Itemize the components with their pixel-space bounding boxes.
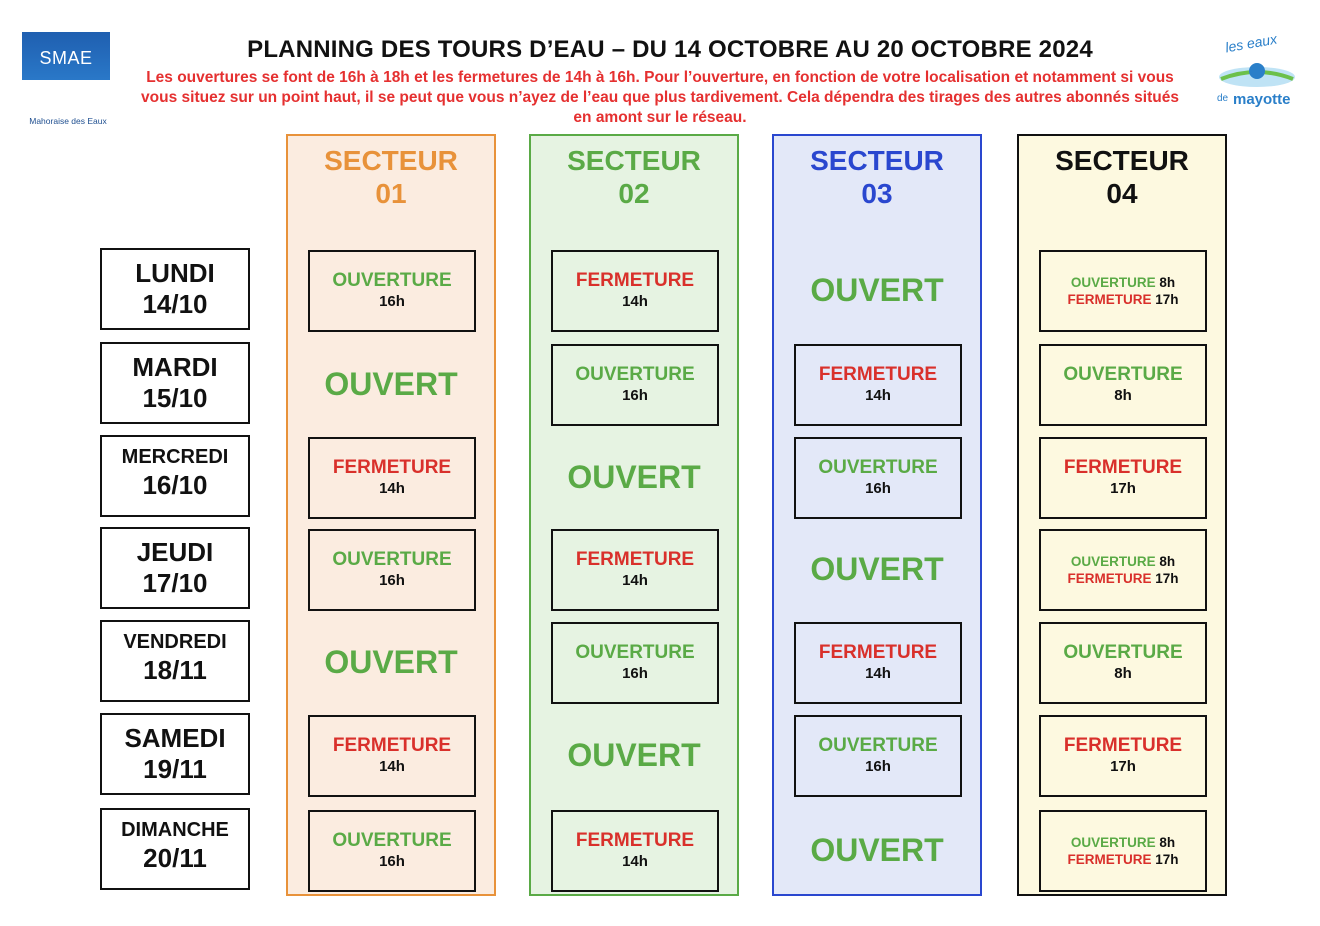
mayotte-logo-line2: de [1217,93,1229,104]
day-label [100,248,250,330]
opening-label: OUVERTURE [332,830,452,851]
sector-heading [531,144,737,210]
sector-heading [1019,144,1225,210]
sector-heading-line1: SECTEUR [810,145,944,176]
eaux-de-mayotte-logo [1215,30,1305,115]
day-label [100,527,250,609]
day-date: 19/11 [143,754,207,784]
schedule-cell [1039,622,1207,704]
sector-column [772,134,982,896]
schedule-time: 16h [379,572,405,589]
status-open: OUVERT [324,366,458,402]
schedule-time: 16h [622,665,648,682]
schedule-time: 14h [622,293,648,310]
opening-label: OUVERTURE [575,364,695,385]
schedule-cell [551,529,719,611]
schedule-time: 16h [379,293,405,310]
closing-time [1041,291,1205,308]
mayotte-logo-line3: mayotte [1233,91,1291,108]
page-subtitle: Les ouvertures se font de 16h à 18h et les fermetures de 14h à 16h. Pour l’ouverture, en fonction de votre localisation et notamment si vous vous situez sur un point haut, il se peut que vous n’ayez de l’eau que plus tardivement. Cela dépendra des tirages des autres abonnés situés en amont sur le réseau. [141,69,1179,126]
schedule-cell [551,810,719,892]
closing-label: FERMETURE [1067,852,1152,867]
opening-label: OUVERTURE [575,642,695,663]
sector-heading-number: 02 [618,178,650,209]
sector-heading-number: 04 [1106,178,1138,209]
day-label [100,342,250,424]
sector-column [529,134,739,896]
sector-column [286,134,496,896]
schedule-time: 14h [865,387,891,404]
schedule-cell [1039,437,1207,519]
closing-label: FERMETURE [1067,292,1152,307]
opening-label: OUVERTURE [1070,275,1156,290]
wave-icon [22,76,110,112]
closing-label: FERMETURE [1067,571,1152,586]
opening-time [1041,274,1205,291]
day-label [100,808,250,890]
schedule-time: 14h [379,758,405,775]
schedule-cell [1039,344,1207,426]
schedule-cell [308,715,476,797]
sector-heading-number: 01 [375,178,407,209]
opening-label: OUVERTURE [1070,835,1156,850]
schedule-cell [1039,250,1207,332]
schedule-cell [308,437,476,519]
schedule-cell [1039,810,1207,892]
closing-time [1041,570,1205,587]
day-name: LUNDI [135,258,215,288]
day-label [100,713,250,795]
day-date: 14/10 [142,289,208,319]
smae-logo-caption: Mahoraise des Eaux [29,116,107,126]
schedule-cell [308,810,476,892]
sector-heading-line1: SECTEUR [567,145,701,176]
opening-label: OUVERTURE [818,735,938,756]
closing-label: FERMETURE [575,270,695,291]
closing-hour: 17h [1155,571,1179,586]
day-date: 18/11 [143,655,207,685]
schedule-time: 16h [379,853,405,870]
opening-hour: 8h [1159,275,1176,290]
day-date: 16/10 [142,470,208,500]
day-name: MERCREDI [121,446,229,468]
schedule-cell [551,250,719,332]
schedule-time: 17h [1110,480,1136,497]
opening-hour: 8h [1159,554,1176,569]
schedule-cell [1039,715,1207,797]
status-open: OUVERT [810,832,944,868]
closing-label: FERMETURE [1063,457,1183,478]
day-name: SAMEDI [124,723,226,753]
water-drop-icon [1217,57,1297,91]
sector-heading-line1: SECTEUR [324,145,458,176]
schedule-time: 8h [1114,387,1132,404]
day-name: DIMANCHE [121,819,229,841]
day-name: JEUDI [136,537,214,567]
schedule-time: 16h [865,480,891,497]
schedule-time: 17h [1110,758,1136,775]
status-open: OUVERT [567,737,701,773]
closing-label: FERMETURE [818,364,938,385]
schedule-cell [551,344,719,426]
schedule-time: 14h [379,480,405,497]
schedule-time: 16h [622,387,648,404]
opening-label: OUVERTURE [1063,364,1183,385]
smae-logo-name: SMAE [39,48,93,68]
schedule-cell [1039,529,1207,611]
status-open: OUVERT [567,459,701,495]
closing-hour: 17h [1155,292,1179,307]
schedule-cell [794,622,962,704]
closing-label: FERMETURE [818,642,938,663]
day-label [100,620,250,702]
day-date: 17/10 [142,568,208,598]
schedule-cell [794,344,962,426]
sector-heading-line1: SECTEUR [1055,145,1189,176]
closing-label: FERMETURE [1063,735,1183,756]
opening-label: OUVERTURE [818,457,938,478]
closing-label: FERMETURE [575,549,695,570]
schedule-cell [551,622,719,704]
closing-hour: 17h [1155,852,1179,867]
day-name: MARDI [132,352,218,382]
schedule-cell [308,250,476,332]
day-label [100,435,250,517]
sector-heading [774,144,980,210]
schedule-time: 14h [865,665,891,682]
closing-label: FERMETURE [332,457,452,478]
mayotte-logo-line1: les eaux [1224,30,1279,56]
opening-time [1041,553,1205,570]
status-open: OUVERT [810,272,944,308]
schedule-time: 8h [1114,665,1132,682]
closing-time [1041,851,1205,868]
opening-label: OUVERTURE [1070,554,1156,569]
closing-label: FERMETURE [332,735,452,756]
day-date: 15/10 [142,383,208,413]
day-name: VENDREDI [123,631,227,653]
schedule-cell [794,437,962,519]
opening-label: OUVERTURE [332,270,452,291]
closing-label: FERMETURE [575,830,695,851]
schedule-cell [308,529,476,611]
sector-heading-number: 03 [861,178,893,209]
page-title: PLANNING DES TOURS D’EAU – DU 14 OCTOBRE AU 20 OCTOBRE 2024 [247,36,1093,63]
status-open: OUVERT [324,644,458,680]
sector-heading [288,144,494,210]
opening-label: OUVERTURE [1063,642,1183,663]
opening-time [1041,834,1205,851]
opening-label: OUVERTURE [332,549,452,570]
schedule-time: 14h [622,853,648,870]
opening-hour: 8h [1159,835,1176,850]
schedule-time: 16h [865,758,891,775]
day-date: 20/11 [143,843,207,873]
schedule-time: 14h [622,572,648,589]
status-open: OUVERT [810,551,944,587]
sector-column [1017,134,1227,896]
schedule-cell [794,715,962,797]
